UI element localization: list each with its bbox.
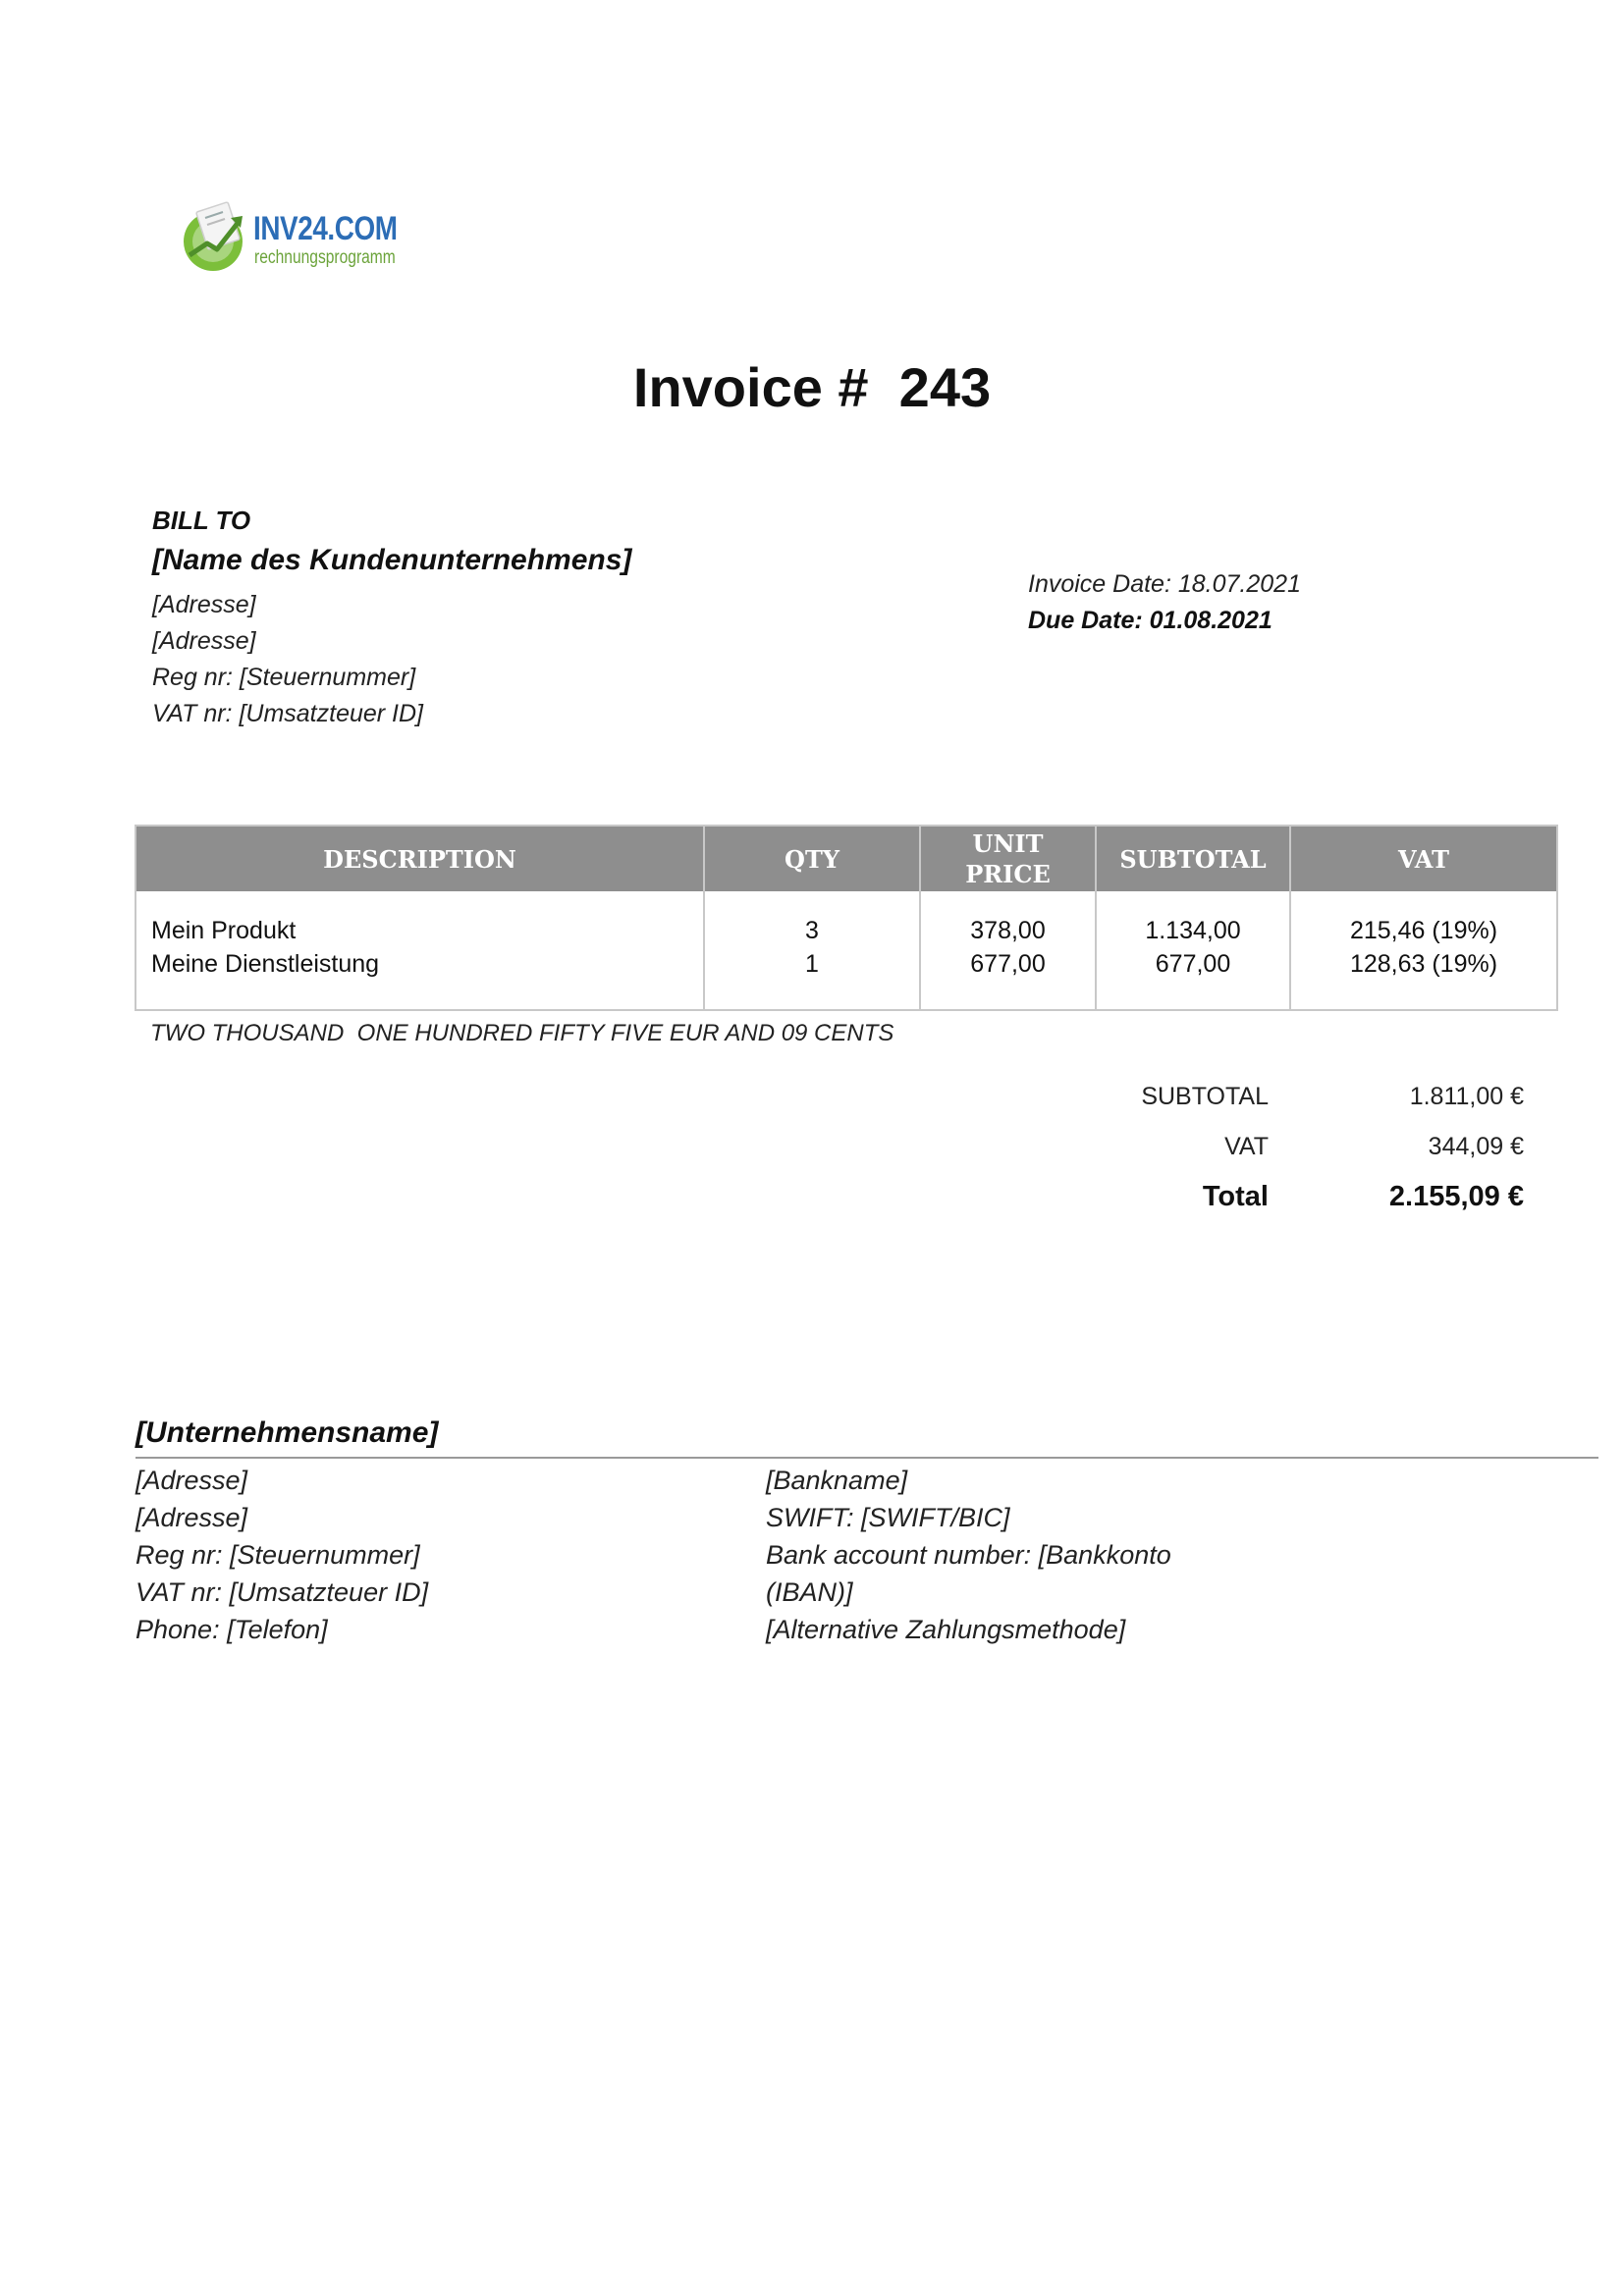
bill-to-heading: BILL TO — [152, 506, 251, 535]
row-1-unit-price: 378,00 — [970, 917, 1046, 944]
footer-alt-payment: [Alternative Zahlungsmethode] — [766, 1615, 1126, 1644]
bill-to-company: [Name des Kundenunternehmens] — [152, 544, 632, 576]
subtotal-column — [1095, 827, 1289, 1009]
vat-label: VAT — [1224, 1133, 1269, 1160]
footer-address-2: [Adresse] — [135, 1503, 248, 1532]
header-unit-price: UNIT PRICE — [965, 829, 1051, 888]
footer-vat-nr: VAT nr: [Umsatzteuer ID] — [135, 1577, 429, 1607]
row-2-unit-price: 677,00 — [970, 950, 1046, 978]
header-description: DESCRIPTION — [323, 844, 516, 874]
invoice-title: Invoice # 243 — [632, 356, 992, 418]
invoice-date: Invoice Date: 18.07.2021 — [1028, 570, 1301, 598]
subtotal-value: 1.811,00 € — [1409, 1083, 1524, 1110]
row-1-qty: 3 — [805, 917, 819, 944]
header-qty: QTY — [785, 844, 839, 874]
footer-bank-account: Bank account number: [Bankkonto — [766, 1540, 1171, 1570]
total-label: Total — [1202, 1181, 1269, 1212]
row-1-vat: 215,46 (19%) — [1349, 917, 1498, 944]
footer-company-name: [Unternehmensname] — [135, 1416, 439, 1449]
due-date: Due Date: 01.08.2021 — [1028, 607, 1272, 634]
row-1-description: Mein Produkt — [151, 917, 297, 944]
qty-column — [703, 827, 919, 1009]
bill-to-address-1: [Adresse] — [152, 591, 256, 618]
subtotal-label: SUBTOTAL — [1141, 1083, 1269, 1110]
vat-column — [1289, 827, 1556, 1009]
row-2-subtotal: 677,00 — [1155, 950, 1231, 978]
logo-tagline: rechnungsprogramm — [254, 247, 396, 268]
row-1-subtotal: 1.134,00 — [1145, 917, 1241, 944]
bill-to-reg-nr: Reg nr: [Steuernummer] — [152, 664, 416, 691]
footer-iban: (IBAN)] — [766, 1577, 853, 1607]
amount-in-words: TWO THOUSAND ONE HUNDRED FIFTY FIVE EUR AND 09 CENTS — [150, 1020, 894, 1046]
footer-reg-nr: Reg nr: [Steuernummer] — [135, 1540, 420, 1570]
footer-bank-name: [Bankname] — [766, 1466, 908, 1495]
unit-price-column — [919, 827, 1095, 1009]
row-2-qty: 1 — [805, 950, 819, 978]
footer-swift: SWIFT: [SWIFT/BIC] — [766, 1503, 1010, 1532]
line-items-table — [135, 825, 1558, 1011]
company-logo — [180, 196, 415, 285]
logo-brand: INV24.COM — [253, 210, 398, 247]
bill-to-address-2: [Adresse] — [152, 627, 256, 655]
bill-to-vat-nr: VAT nr: [Umsatzteuer ID] — [152, 700, 424, 727]
total-value: 2.155,09 € — [1388, 1181, 1524, 1212]
header-subtotal: SUBTOTAL — [1119, 844, 1267, 874]
header-vat: VAT — [1398, 844, 1449, 874]
row-2-vat: 128,63 (19%) — [1349, 950, 1498, 978]
vat-value: 344,09 € — [1428, 1133, 1524, 1160]
logo-icon — [180, 198, 250, 275]
row-2-description: Meine Dienstleistung — [151, 950, 380, 978]
footer-phone: Phone: [Telefon] — [135, 1615, 328, 1644]
footer-divider — [135, 1457, 1598, 1459]
description-column — [136, 827, 703, 1009]
footer-address-1: [Adresse] — [135, 1466, 248, 1495]
